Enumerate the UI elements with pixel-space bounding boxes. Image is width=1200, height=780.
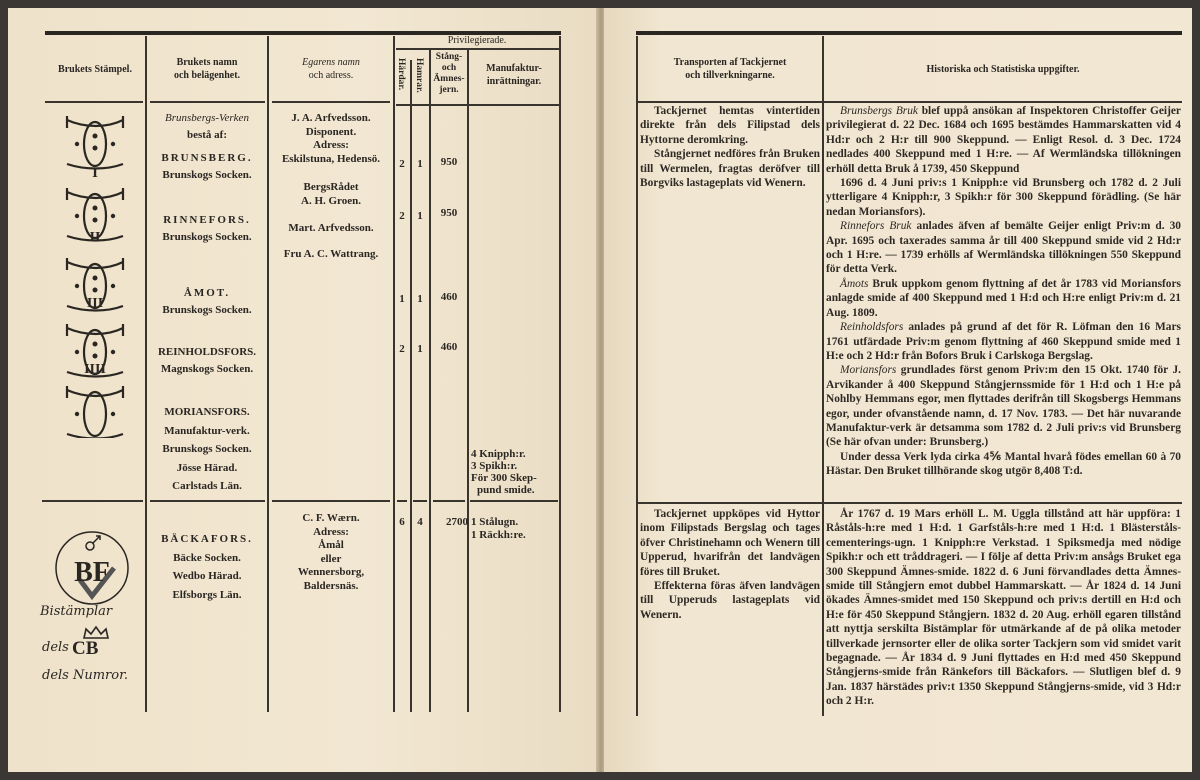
work-name: RINNEFORS. <box>163 214 251 226</box>
iron-value: 950 <box>440 156 458 168</box>
history-text: Bruk uppkom genom flyttning af det år 1783 vid Moriansfors anlagde smide af 400 Skeppund med 1 H:d och H:re enligt Priv:m d. 21 Aug. 1809. <box>826 277 1181 319</box>
owner-arfvedsson <box>269 112 393 166</box>
hearths-value: 2 <box>399 158 405 170</box>
header-line: och adress. <box>308 70 354 81</box>
row-rule <box>397 500 407 502</box>
row-rule <box>150 500 265 502</box>
history-paragraph <box>826 176 1181 219</box>
history-paragraph <box>826 320 1181 363</box>
row-rule <box>413 500 427 502</box>
header-line: Egarens namn <box>302 57 360 68</box>
header-line: inrättningar. <box>486 76 542 87</box>
header-line: Transporten af Tackjernet <box>673 57 787 68</box>
work-name: REINHOLDSFORS. <box>157 346 257 358</box>
work-line: Manufaktur-verk. <box>164 424 250 437</box>
owner-line: Åmål <box>318 539 344 551</box>
manufacturing-backafors <box>471 516 559 542</box>
cb-stamp: CB <box>72 638 99 659</box>
header-line: jern. <box>439 85 459 95</box>
history-paragraph <box>826 450 1181 479</box>
work-amot <box>147 285 267 319</box>
work-reinholdsfors <box>147 344 267 378</box>
transport-group2 <box>640 507 820 622</box>
header-line: och belägenhet. <box>173 70 241 81</box>
work-line: Brunskogs Socken. <box>162 443 252 455</box>
row-rule <box>636 502 1182 504</box>
hammers-value: 4 <box>417 516 423 528</box>
header-manufacturing <box>468 62 560 88</box>
iron-value: 2700 <box>446 516 468 528</box>
header-line: Brukets namn <box>176 57 238 68</box>
hammers-value: 1 <box>417 293 423 305</box>
owner-line: Adress: <box>313 139 349 151</box>
owner-waern <box>269 512 393 593</box>
works-intro <box>147 110 267 144</box>
header-line: och tillverkningarne. <box>685 70 775 81</box>
column-divider <box>467 48 469 712</box>
owner-groen <box>269 180 393 208</box>
work-backafors <box>147 530 267 604</box>
forge-stamps <box>55 108 135 438</box>
manufacturing-line: pund smide. <box>477 484 535 496</box>
stamp-numeral: II <box>89 230 101 245</box>
transport-paragraph: Tackjernet uppköpes vid Hyttor inom Filipstads Bergslag och tages öfver Christinehamn och Wenern till Upperud, hvarifrån det landvägen föres till Bruket. <box>640 508 820 578</box>
iron-value: 460 <box>440 341 458 353</box>
history-group2 <box>826 507 1181 709</box>
header-bar-iron <box>430 52 468 96</box>
header-owner <box>269 56 393 82</box>
owner-line: eller <box>320 552 342 565</box>
owner-line: BergsRådet <box>303 181 359 193</box>
bf-letters: BF <box>74 557 110 588</box>
work-place: Magnskogs Socken. <box>160 363 254 375</box>
history-lead: Reinholdsfors <box>840 321 904 334</box>
owner-line: Adress: <box>313 525 349 538</box>
work-place: Brunskogs Socken. <box>162 169 252 181</box>
bf-stamp-icon <box>52 528 132 608</box>
column-divider <box>822 36 824 716</box>
history-text: grundlades först genom Priv:m den 15 Okt. 1740 för J. Arvikander å 400 Skeppund Stångjernssmide för 1 H:d och 1 H:e på Nohlby Hemmans egor, men flyttades derifrån till Skogsbergs Hemmans egor, under ofvanstående namn, d. 17 Nov. 1783. — Det här nuvarande Manufaktur-verk är detsamma som 1782 d. 2 Juli priv:s vid Brunsberg (Se här ofvan under: Brunsberg.) <box>826 364 1181 449</box>
hearths-value: 2 <box>399 210 405 222</box>
owner-line: Wennersborg, <box>297 566 365 578</box>
header-name <box>147 56 267 82</box>
manufacturing-line: För 300 Skep- <box>471 472 537 484</box>
owner-line: A. H. Groen. <box>301 195 361 207</box>
history-paragraph <box>826 363 1181 449</box>
manufacturing-moriansfors <box>471 448 559 496</box>
row-rule <box>272 500 390 502</box>
history-lead: Rinnefors Bruk <box>840 220 912 233</box>
work-place: Brunskogs Socken. <box>162 304 252 316</box>
header-history: Historiska och Statistiska uppgifter. <box>926 64 1080 75</box>
owner-line: Disponent. <box>305 125 357 138</box>
stamp-icon-1 <box>67 116 123 169</box>
stamp-numeral: III <box>86 296 104 311</box>
stamp-numeral: IIII <box>84 362 106 377</box>
header-hearths: Härdar. <box>396 58 406 91</box>
work-line: Wedbo Härad. <box>172 570 242 582</box>
header-rule <box>636 101 1182 103</box>
intro-line: Brunsbergs-Verken <box>165 112 249 124</box>
hammers-value: 1 <box>417 158 423 170</box>
manufacturing-line: 1 Räckh:re. <box>471 529 526 541</box>
header-rule <box>396 104 559 106</box>
column-divider <box>559 36 561 712</box>
transport-paragraph: Effekterna föras äfven landvägen till Upperuds lastageplats vid Wenern. <box>640 580 820 621</box>
history-text: 1696 d. 4 Juni priv:s 1 Knipph:e vid Brunsberg och 1782 d. 2 Juli ytterligare 4 Knipph:r, 3 Spikh:r för 300 Skeppund förädling. (Se här nedan Moriansfors). <box>826 177 1181 218</box>
work-name: ÅMOT. <box>183 287 231 299</box>
privileged-rule <box>396 48 559 50</box>
work-line: Elfsborgs Län. <box>172 588 242 601</box>
history-text: blef uppå ansökan af Inspektoren Christoffer Geijer privilegierat d. 22 Dec. 1684 och 1695 bestämdes Hammarskatten vid 4 Hd:r och 2 H:r till 900 Skeppund. — Enligt Resol. d. 3 Dec. 1724 nedlades 400 Skeppund med 1 H:re. — Af Wermländska tillökningen erhöll detta Bruk å 1739, 450 Skeppund <box>826 105 1181 175</box>
work-moriansfors <box>147 403 267 496</box>
handwritten-numror: dels Numror. <box>42 668 129 683</box>
history-paragraph <box>826 277 1181 320</box>
transport-paragraph: Stångjernet nedföres från Bruken till Wermelen, fragtas deröfver till Borgviks lastageplats vid Wenern. <box>640 148 820 190</box>
row-rule <box>470 500 558 502</box>
history-text: Under dessa Verk lyda cirka 4⅚ Mantal hvarå födes emellan 60 à 70 Hästar. Den Bruket tillhörande skog utgör 8,408 T:d. <box>826 450 1181 478</box>
history-paragraph: År 1767 d. 19 Mars erhöll L. M. Uggla tillstånd att här uppföra: 1 Råståls-h:re med 1 H:d. 1 Garfståls-h:re med 1 H:d. 1 Blästerståls-cementerings-ugn. 1 Knipph:re Verkstad. 1 Spiksmedja med nödige Spikh:r och ett tråddrageri. — I följe af detta Priv:m ansågs Bruket ega 300 Skeppund Ämnes-smide. 1822 d. 6 Juni förvandlades detta Ämnes-smide till Stångjern emot dubbel Hammarskatt. — År 1824 d. 14 Juni ökades Ämnes-smidet med 150 Skeppund och priv:s dertill en H:d och H:e för 450 Skeppund Stångjern. 1832 d. 20 Aug. erhöll egaren tillstånd att nyttja serskilta Bistämplar för utmärkande af de på olika metoder tillverkade jernsorter eller de olika sorter Tackjern som vid smidet varit begagnade. — År 1834 d. 9 Juni flyttades en H:d med 450 Skeppund Stångjerns-smide från Ränkefors till Bäckafors. — Slutligen blef d. 9 Jan. 1837 härstädes priv:t 1350 Skeppund Stångjerns-smide, vid 3 Hd:r och 2 H:r. <box>826 508 1181 708</box>
intro-line: bestå af: <box>186 129 228 141</box>
owner-line: Eskilstuna, Hedensö. <box>281 152 381 165</box>
header-line: och <box>441 63 457 73</box>
row-rule <box>42 500 143 502</box>
hammers-value: 1 <box>417 343 423 355</box>
hammers-value: 1 <box>417 210 423 222</box>
work-brunsberg <box>147 150 267 184</box>
history-text: anlades äfven af bemälte Geijer enligt Priv:m d. 30 Apr. 1695 och taxerades samma år till 400 Skeppund smide vid 2 Hd:r och 1 H:re. — 1739 erhölls af Wermländska tillökningen 550 Skeppund för detta Verk. <box>826 220 1181 276</box>
header-line: Ämnes- <box>433 74 465 84</box>
column-divider <box>393 36 395 712</box>
work-rinnefors <box>147 212 267 246</box>
work-name: BRUNSBERG. <box>161 152 253 164</box>
owner-wattrang: Fru A. C. Wattrang. <box>283 248 379 260</box>
column-divider <box>636 36 638 716</box>
history-paragraph <box>826 219 1181 277</box>
top-rule <box>636 31 1182 35</box>
work-name: MORIANSFORS. <box>164 406 250 418</box>
work-name: BÄCKAFORS. <box>161 533 253 545</box>
row-rule <box>433 500 465 502</box>
work-line: Jösse Härad. <box>176 461 238 474</box>
transport-group1 <box>640 104 820 190</box>
work-line: Carlstads Län. <box>172 480 242 492</box>
history-paragraph <box>826 104 1181 176</box>
owner-line: Baldersnäs. <box>303 579 359 592</box>
handwritten-bistamplar: Bistämplar <box>40 604 113 619</box>
transport-paragraph: Tackjernet hemtas vintertiden direkte från dels Filipstad dels Hyttorne deromkring. <box>640 105 820 146</box>
header-stamp: Brukets Stämpel. <box>58 64 132 75</box>
stamp-icon-5 <box>67 386 123 438</box>
header-rule <box>272 101 390 103</box>
header-rule <box>45 101 143 103</box>
history-lead: Åmots <box>840 277 869 290</box>
history-lead: Brunsbergs Bruk <box>840 105 918 117</box>
owner-mart-arfvedsson: Mart. Arfvedsson. <box>288 222 374 234</box>
manufacturing-line: 4 Knipph:r. <box>471 448 526 460</box>
work-place: Brunskogs Socken. <box>162 231 252 243</box>
owner-line: J. A. Arfvedsson. <box>291 112 371 124</box>
hearths-value: 6 <box>399 516 405 528</box>
work-line: Bäcke Socken. <box>173 551 241 564</box>
stamp-numeral: I <box>92 165 98 181</box>
header-transport <box>638 56 822 82</box>
header-line: Stång- <box>435 52 463 62</box>
header-rule <box>150 101 265 103</box>
header-hammers: Hamrar. <box>414 58 424 93</box>
hearths-value: 2 <box>399 343 405 355</box>
iron-value: 950 <box>440 207 458 219</box>
iron-value: 460 <box>440 291 458 303</box>
header-line: Manufaktur- <box>486 63 542 74</box>
header-privileged: Privilegierade. <box>447 35 507 46</box>
history-lead: Moriansfors <box>840 364 897 377</box>
manufacturing-line: 1 Stålugn. <box>471 516 519 528</box>
history-group1 <box>826 104 1181 479</box>
history-text: anlades på grund af det för R. Löfman den 16 Mars 1761 utfärdade Priv:m genom flyttning af 460 Skeppund smide med 1 H:e och 2 Hd:r från Bofors Bruk i Carlskoga Bergslag. <box>826 321 1181 362</box>
handwritten-dels: dels <box>42 640 69 655</box>
column-divider <box>429 48 431 712</box>
hearths-value: 1 <box>399 293 405 305</box>
owner-line: C. F. Wærn. <box>302 512 360 524</box>
manufacturing-line: 3 Spikh:r. <box>471 460 518 472</box>
